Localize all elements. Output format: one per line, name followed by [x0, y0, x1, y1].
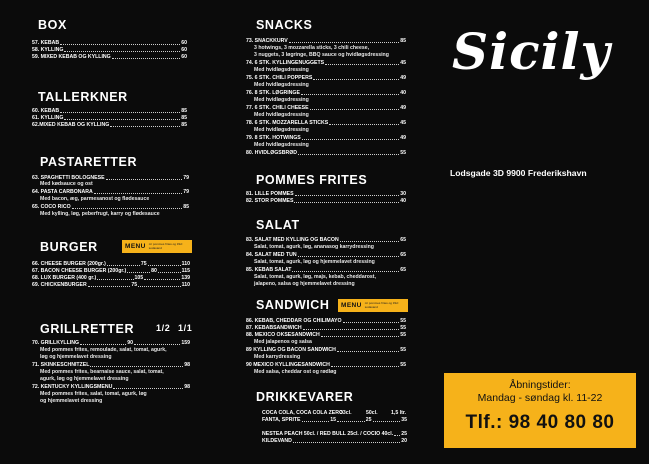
drink-size-15l: 1,5 ltr. [391, 410, 406, 416]
item-description: Med hvidløgsdressing [254, 112, 309, 118]
sicily-logo: Sicily [452, 22, 611, 81]
section-title-snacks: SNACKS [256, 18, 313, 32]
list-item: 75. 6 STK. CHILI POPPERS 49 [246, 75, 406, 81]
full-portion-label: 1/1 [178, 323, 193, 333]
item-description: Med kylling, løg, peberfrugt, karry og flødesauce [40, 211, 160, 217]
list-item: 76. 8 STK. LØGRINGE 40 [246, 90, 406, 96]
list-item: 89 KYLLING OG BACON SANDWICH 55 [246, 347, 406, 353]
list-item: 66. CHEESE BURGER (200gr.) 75 110 [32, 261, 190, 267]
section-title-pommes: POMMES FRITES [256, 173, 368, 187]
list-item: 79. 8 STK. HOTWINGS 49 [246, 135, 406, 141]
item-description: 3 hotwings, 3 mozzarella sticks, 3 chili cheese, [254, 45, 370, 51]
item-description: Salat, tomat, agurk, løg, ananasog karrydressing [254, 244, 374, 250]
section-title-drikkevarer: DRIKKEVARER [256, 390, 354, 404]
list-item: 73. SNACKKURV 85 [246, 38, 406, 44]
list-item: 59. MIXED KEBAB OG KYLLING 60 [32, 54, 187, 60]
drink-row: COCA COLA, COCA COLA ZERO [262, 410, 343, 416]
menu-note: m/ pommes frites og 33cl sodavand [148, 241, 183, 250]
item-description: Med hvidløgsdressing [254, 127, 309, 133]
item-description: Med pommes frites, remoulade, salat, tomat, agurk, [40, 347, 167, 353]
item-description: Med pommes frites, salat, tomat, agurk, løg [40, 391, 147, 397]
list-item: 62.MIXED KEBAB OG KYLLING 85 [32, 122, 187, 128]
list-item: 88. MEXICO OKSESANDWICH 55 [246, 332, 406, 338]
item-description: Med bacon, æg, parmesanost og flødesauce [40, 196, 150, 202]
list-item: 77. 6 STK. CHILI CHEESE 49 [246, 105, 406, 111]
list-item: 84. SALAT MED TUN 65 [246, 252, 406, 258]
section-title-tallerkner: TALLERKNER [38, 90, 128, 104]
item-description: Med salsa, cheddar ost og rødløg [254, 369, 337, 375]
item-description: agurk, løg og hjemmelavet dressing [40, 376, 129, 382]
list-item: 74. 6 STK. KYLLINGENUGGETS 45 [246, 60, 406, 66]
hours-title: Åbningstider: [509, 379, 571, 391]
phone-number[interactable]: Tlf.: 98 40 80 80 [465, 412, 615, 433]
item-description: Med hvidløgsdressing [254, 67, 309, 73]
list-item: 63. SPAGHETTI BOLOGNESE 79 [32, 175, 189, 181]
list-item: 80. HVIDLØGSBRØD 55 [246, 150, 406, 156]
list-item: 57. KEBAB 60 [32, 40, 187, 46]
drink-row: NESTEA PEACH 50cl. / RED BULL 25cl. / COCIO 40cl. 25 [262, 431, 407, 437]
menu-badge [122, 240, 192, 253]
menu-badge [338, 299, 408, 312]
list-item: 83. SALAT MED KYLLING OG BACON 65 [246, 237, 406, 243]
item-description: Med karrydressing [254, 354, 301, 360]
item-description: Med jalapenos og salsa [254, 339, 312, 345]
list-item: 69. CHICKENBURGER 75 110 [32, 282, 191, 288]
list-item: 82. STOR POMMES 40 [246, 198, 406, 204]
list-item: 60. KEBAB 85 [32, 108, 187, 114]
section-title-box: BOX [38, 18, 67, 32]
drink-row: FANTA, SPRITE 15 25 35 [262, 417, 407, 423]
list-item: 72. KENTUCKY KYLLINGSMENU 98 [32, 384, 190, 390]
list-item: 87. KEBABSANDWICH 55 [246, 325, 406, 331]
menu-label: MENU [341, 302, 362, 309]
opening-hours-box [444, 373, 636, 448]
list-item: 64. PASTA CARBONARA 79 [32, 189, 189, 195]
item-description: Med kødsauce og ost [40, 181, 93, 187]
list-item: 86. KEBAB, CHEDDAR OG CHILIMAYO 55 [246, 318, 406, 324]
list-item: 65. COCO RICO 85 [32, 204, 189, 210]
list-item: 85. KEBAB SALAT 65 [246, 267, 406, 273]
item-description: løg og hjemmelavet dressing [40, 354, 112, 360]
list-item: 70. GRILLKYLLING 90 159 [32, 340, 191, 346]
menu-label: MENU [125, 243, 146, 250]
list-item: 78. 6 STK. MOZZARELLA STICKS 45 [246, 120, 406, 126]
section-title-grillretter: GRILLRETTER [40, 322, 135, 336]
list-item: 67. BACON CHEESE BURGER (200gr.) 80 115 [32, 268, 191, 274]
half-portion-label: 1/2 [156, 323, 171, 333]
item-description: Med hvidløgsdressing [254, 142, 309, 148]
drink-row: KILDEVAND 20 [262, 438, 407, 444]
list-item: 71. SKINKESCHNITZEL 98 [32, 362, 190, 368]
item-description: Med hvidløgsdressing [254, 97, 309, 103]
drink-size-33cl: 33cl. [340, 410, 352, 416]
section-title-burger: BURGER [40, 240, 98, 254]
section-title-sandwich: SANDWICH [256, 298, 330, 312]
address: Lodsgade 3D 9900 Frederikshavn [450, 168, 587, 178]
item-description: og hjemmelavet dressing [40, 398, 103, 404]
item-description: Salat, tomat, agurk, løg, majs, kebab, cheddarost, [254, 274, 376, 280]
item-description: 3 nuggets, 3 løgringe, BBQ sauce og hvidløgsdressing [254, 52, 389, 58]
item-description: jalapeno, salsa og hjemmelavet dressing [254, 281, 355, 287]
menu-note: m/ pommes frites og 33cl sodavand [364, 300, 399, 309]
hours-days: Mandag - søndag kl. 11-22 [477, 392, 603, 404]
list-item: 90 MEXICO KYLLINGESANDWICH 55 [246, 362, 406, 368]
item-description: Salat, tomat, agurk, løg og hjemmelavet dressing [254, 259, 375, 265]
list-item: 61. KYLLING 85 [32, 115, 187, 121]
item-description: Med pommes frites, bearnaise sauce, salat, tomat, [40, 369, 164, 375]
list-item: 58. KYLLING 60 [32, 47, 187, 53]
section-title-pastaretter: PASTARETTER [40, 155, 138, 169]
list-item: 81. LILLE POMMES 30 [246, 191, 406, 197]
drink-size-50cl: 50cl. [366, 410, 378, 416]
list-item: 68. LUX BURGER (400 gr.) 105 139 [32, 275, 191, 281]
section-title-salat: SALAT [256, 218, 300, 232]
item-description: Med hvidløgsdressing [254, 82, 309, 88]
